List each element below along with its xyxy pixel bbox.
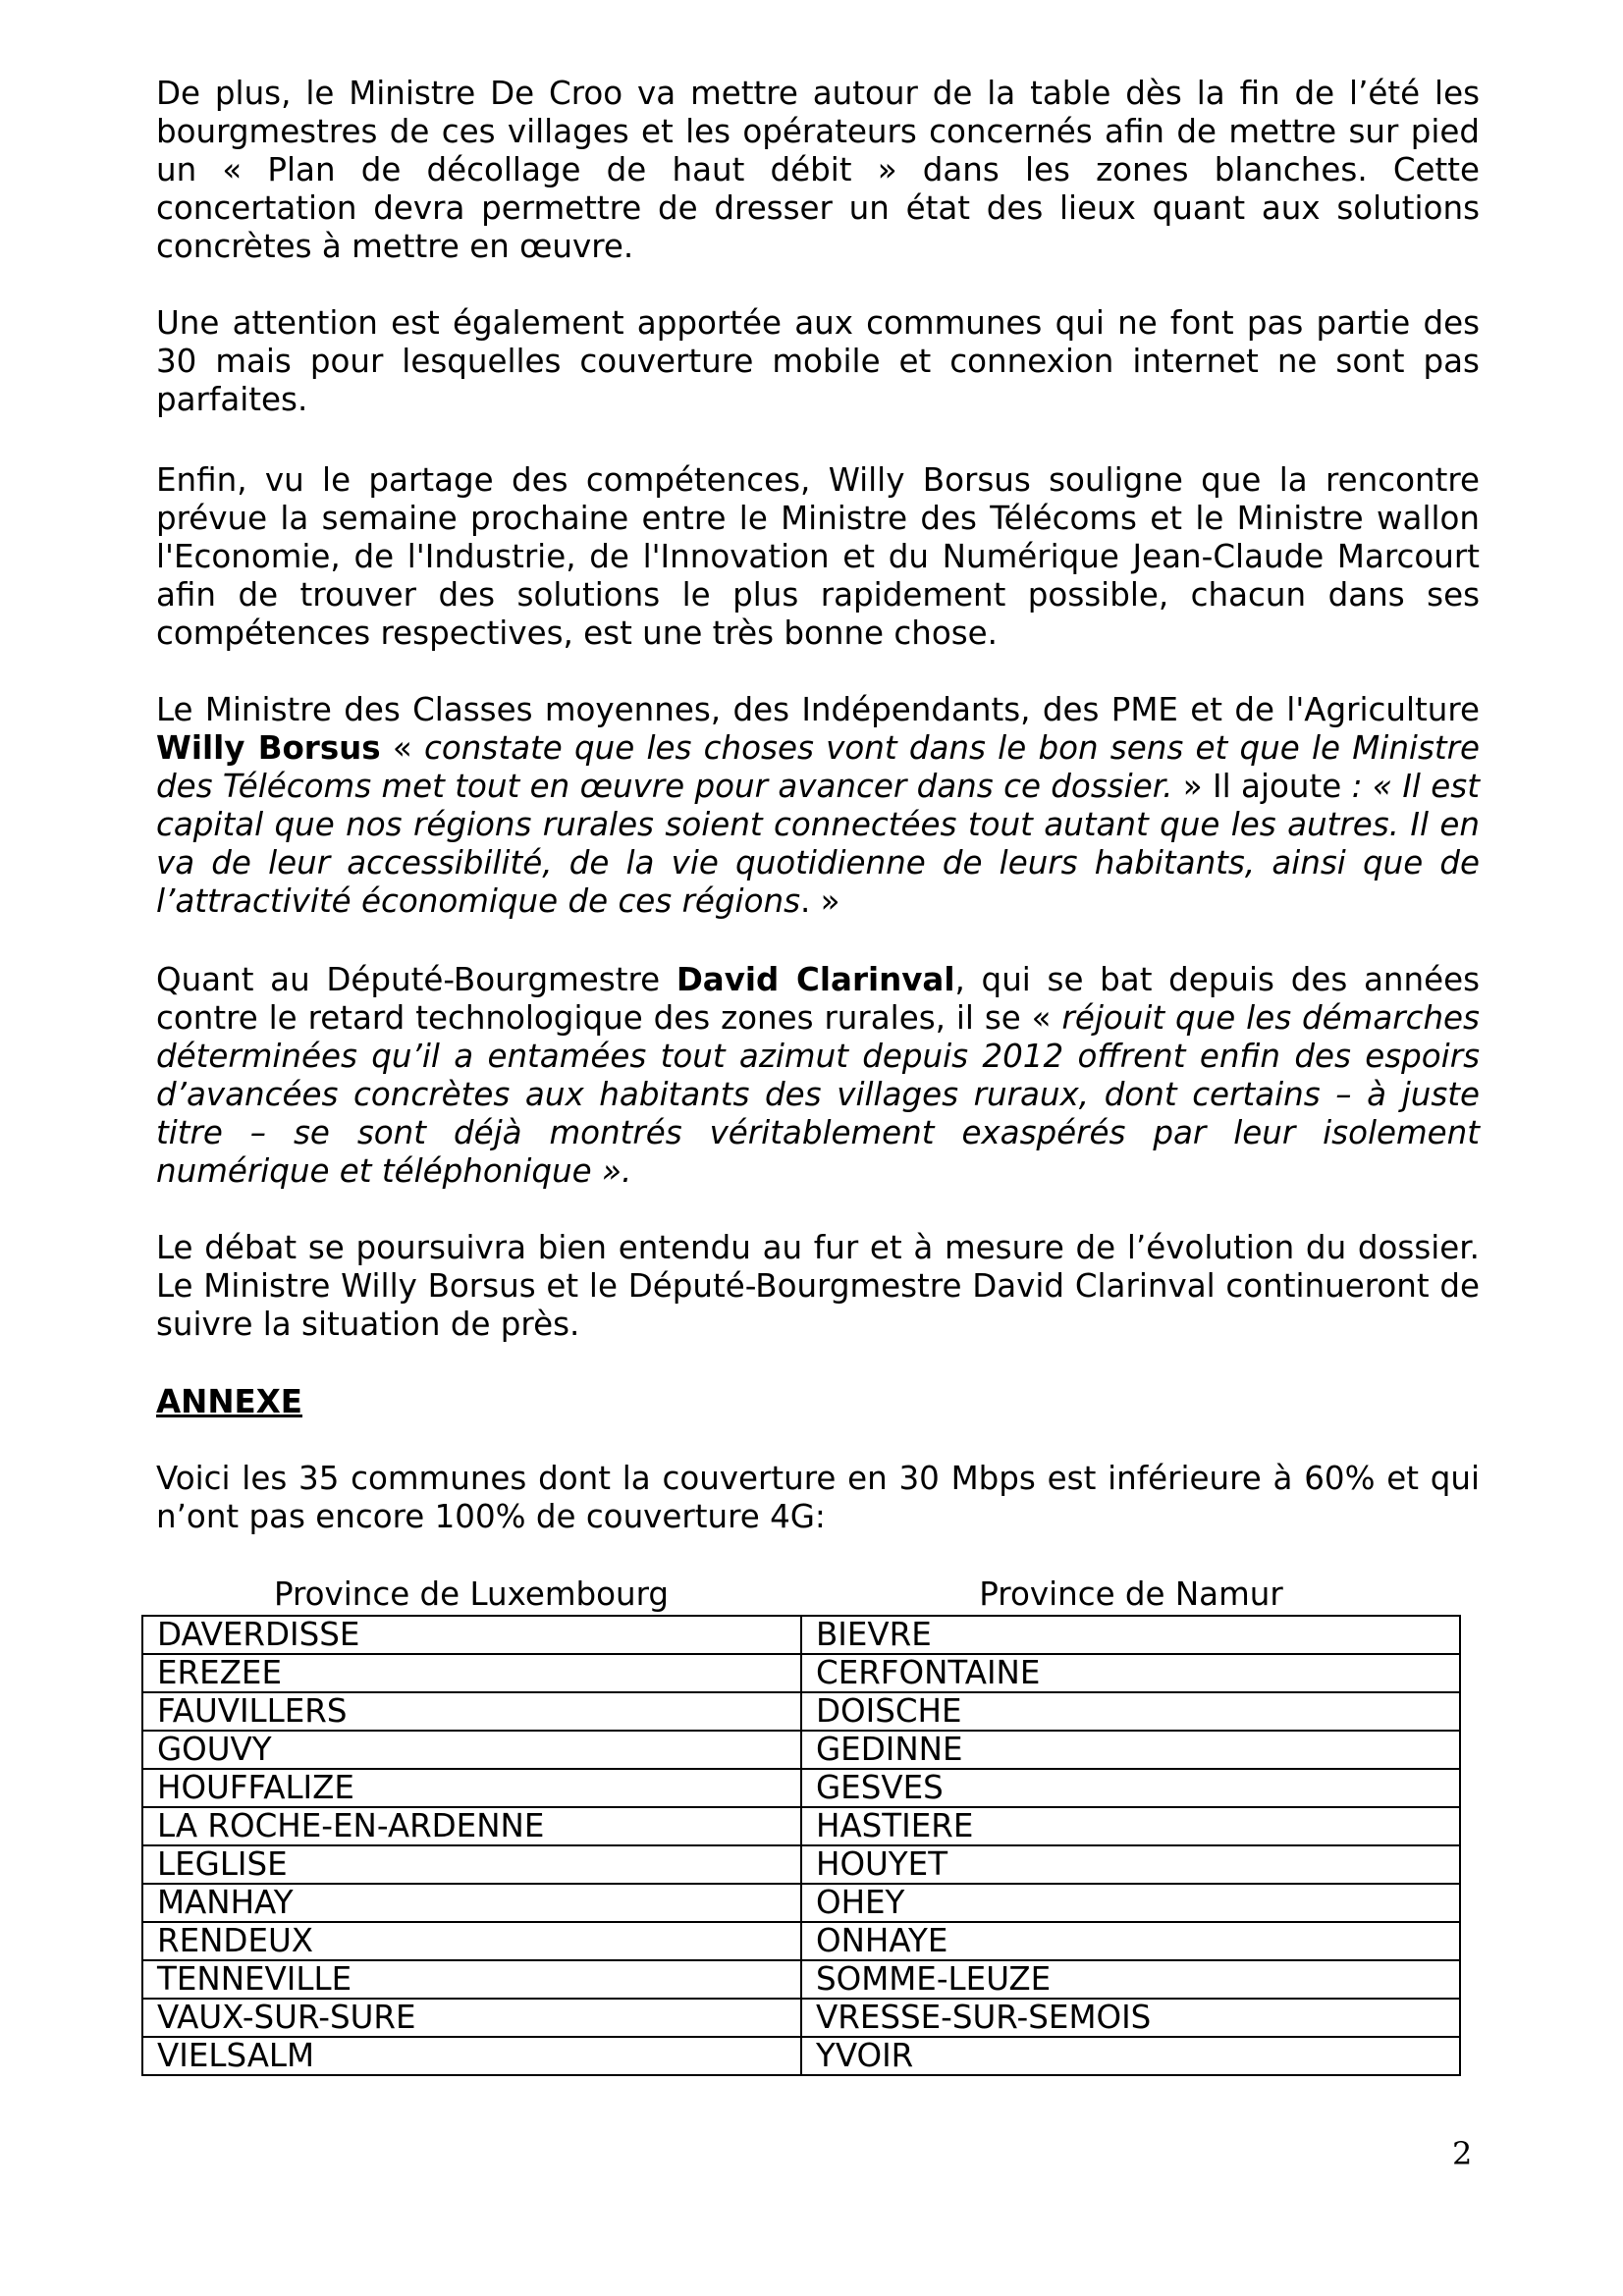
person-name-bold: Willy Borsus — [156, 729, 381, 767]
cell-luxembourg-commune: TENNEVILLE — [142, 1960, 801, 1999]
cell-namur-commune: CERFONTAINE — [801, 1654, 1460, 1692]
page-number: 2 — [1452, 2135, 1473, 2172]
cell-luxembourg-commune: DAVERDISSE — [142, 1616, 801, 1654]
text-segment: Quant au Député-Bourgmestre — [156, 961, 676, 998]
quote-italic: : « Il est capital que nos régions rurales soient connectées tout autant que les autres. Il en va de leur accessibilité, de la vie quotidienne de leurs habitants, ainsi que de l’attractivité économique de ces régions — [156, 768, 1480, 920]
table-row — [142, 1654, 1460, 1692]
annexe-intro: Voici les 35 communes dont la couverture en 30 Mbps est inférieure à 60% et qui n’ont pas encore 100% de couverture 4G: — [156, 1460, 1480, 1535]
cell-luxembourg-commune: LEGLISE — [142, 1845, 801, 1884]
table-row — [142, 1807, 1460, 1845]
cell-luxembourg-commune: FAUVILLERS — [142, 1692, 801, 1731]
paragraph-plan-haut-debit: De plus, le Ministre De Croo va mettre autour de la table dès la fin de l’été les bourgmestres de ces villages et les opérateurs concernés afin de mettre sur pied un « Plan de décollage de haut débit » dans les zones blanches. Cette concertation devra permettre de dresser un état des lieux quant aux solutions concrètes à mettre en œuvre. — [156, 75, 1480, 265]
column-header-luxembourg: Province de Luxembourg — [273, 1575, 670, 1613]
table-row — [142, 1922, 1460, 1960]
cell-namur-commune: OHEY — [801, 1884, 1460, 1922]
paragraph-david-clarinval-quote — [156, 961, 1480, 1191]
cell-namur-commune: HOUYET — [801, 1845, 1460, 1884]
cell-namur-commune: GESVES — [801, 1769, 1460, 1807]
quote-italic: réjouit que les démarches déterminées qu’il a entamées tout azimut depuis 2012 offrent enfin des espoirs d’avancées concrètes aux habitants des villages ruraux, dont certains – à juste titre – se sont déjà montrés véritablement exaspérés par leur isolement numérique et téléphonique ». — [156, 999, 1480, 1190]
table-row — [142, 1769, 1460, 1807]
paragraph-attention-communes: Une attention est également apportée aux communes qui ne font pas partie des 30 mais pour lesquelles couverture mobile et connexion internet ne sont pas parfaites. — [156, 304, 1480, 418]
cell-luxembourg-commune: MANHAY — [142, 1884, 801, 1922]
paragraph-debat-evolution: Le débat se poursuivra bien entendu au fur et à mesure de l’évolution du dossier. Le Ministre Willy Borsus et le Député-Bourgmestre David Clarinval continueront de suivre la situation de près. — [156, 1229, 1480, 1343]
person-name-bold: David Clarinval — [676, 961, 955, 998]
table-row — [142, 1616, 1460, 1654]
cell-namur-commune: BIEVRE — [801, 1616, 1460, 1654]
text-segment: Le Ministre des Classes moyennes, des Indépendants, des PME et de l'Agriculture — [156, 691, 1480, 728]
cell-luxembourg-commune: LA ROCHE-EN-ARDENNE — [142, 1807, 801, 1845]
communes-table-body — [142, 1616, 1460, 2075]
table-row — [142, 1884, 1460, 1922]
cell-luxembourg-commune: GOUVY — [142, 1731, 801, 1769]
table-row — [142, 1692, 1460, 1731]
text-segment: . » — [800, 882, 840, 920]
cell-namur-commune: VRESSE-SUR-SEMOIS — [801, 1999, 1460, 2037]
table-row — [142, 1845, 1460, 1884]
column-header-namur: Province de Namur — [979, 1575, 1283, 1613]
text-segment: , qui se bat depuis des années contre le retard technologique des zones rurales, il se « — [156, 961, 1480, 1037]
cell-namur-commune: HASTIERE — [801, 1807, 1460, 1845]
table-row — [142, 1999, 1460, 2037]
cell-luxembourg-commune: VAUX-SUR-SURE — [142, 1999, 801, 2037]
text-segment: » Il ajoute — [1172, 768, 1352, 805]
cell-luxembourg-commune: EREZEE — [142, 1654, 801, 1692]
table-row — [142, 1731, 1460, 1769]
cell-namur-commune: GEDINNE — [801, 1731, 1460, 1769]
cell-namur-commune: DOISCHE — [801, 1692, 1460, 1731]
cell-luxembourg-commune: RENDEUX — [142, 1922, 801, 1960]
table-row — [142, 2037, 1460, 2075]
cell-namur-commune: SOMME-LEUZE — [801, 1960, 1460, 1999]
paragraph-partage-competences: Enfin, vu le partage des compétences, Willy Borsus souligne que la rencontre prévue la semaine prochaine entre le Ministre des Télécoms et le Ministre wallon l'Economie, de l'Industrie, de l'Innovation et du Numérique Jean-Claude Marcourt afin de trouver des solutions le plus rapidement possible, chacun dans ses compétences respectives, est une très bonne chose. — [156, 461, 1480, 652]
paragraph-willy-borsus-quote — [156, 691, 1480, 921]
cell-namur-commune: ONHAYE — [801, 1922, 1460, 1960]
quote-italic: constate que les choses vont dans le bon sens et que le Ministre des Télécoms met tout en œuvre pour avancer dans ce dossier. — [156, 729, 1480, 805]
cell-namur-commune: YVOIR — [801, 2037, 1460, 2075]
text-segment: « — [380, 729, 425, 767]
cell-luxembourg-commune: VIELSALM — [142, 2037, 801, 2075]
cell-luxembourg-commune: HOUFFALIZE — [142, 1769, 801, 1807]
table-row — [142, 1960, 1460, 1999]
annexe-heading: ANNEXE — [156, 1383, 303, 1420]
communes-table — [141, 1615, 1461, 2076]
